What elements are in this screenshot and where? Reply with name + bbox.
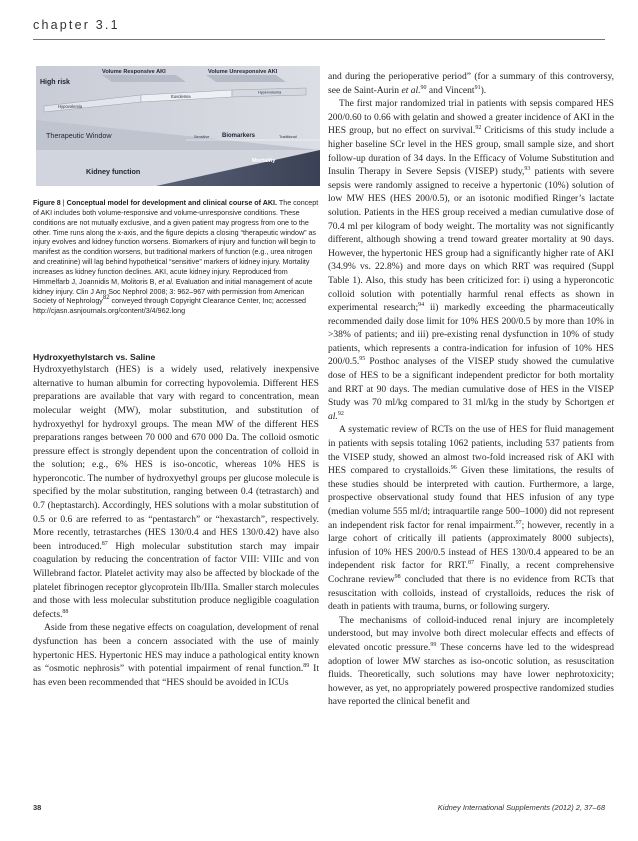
page-number: 38 bbox=[33, 803, 42, 812]
volume-responsive-band bbox=[102, 75, 186, 82]
citation: 90 bbox=[420, 84, 427, 91]
citation: 92 bbox=[337, 410, 344, 417]
citation: 91 bbox=[474, 84, 481, 91]
text: ; however, recently in a large cohort of critically ill patients (approximately 8000 subjects), infusion of 10% HES 200/0.5 instead of HES 130/0.4 appeared to be an independent risk factor for RRT. bbox=[328, 519, 614, 572]
citation: 89 bbox=[303, 663, 310, 670]
caption-sep: | bbox=[60, 199, 67, 207]
text: These concerns have led to the widespread adoption of lower MW starches as iso-oncotic solution, as resuscitation fluids. Theoretically, such solutions may have lower nephrotoxicity; however, as yet, no appropriately powered prospective randomized studies have reported the clinical benefit and bbox=[328, 641, 614, 708]
citation: 96 bbox=[450, 465, 457, 472]
text: High molecular substitution starch may impair coagulation by reducing the concentration of factor VIII: VIIIc and von Willebrand factor. Platelet activity may also be affected by blockade of the platelet fibrinogen receptor glycoprotein IIb/IIIa. Smaller starch molecules and those with less molecular substitution produce negligible coagulation defects. bbox=[33, 540, 320, 620]
citation: 97 bbox=[515, 519, 522, 526]
citation: 88 bbox=[62, 608, 69, 615]
journal-citation: Kidney International Supplements (2012) 2, 37–68 bbox=[437, 803, 605, 812]
caption-text: The concept of AKI includes both volume-responsive and volume-unresponsive conditions. These conditions are not mutually exclusive, and a given patient may progress from one to the other. Time runs along the x-axis, and the figure depicts a closing “therapeutic window” as injury evolves and kidney function worsens. Biomarkers of injury and function will begin to manifest as the condition worsens, but traditional markers of function (e.g., urea nitrogen and creatinine) will lag behind hypothetical “sensitive” markers of kidney injury. Mortality increases as kidney function declines. AKI, acute kidney injury. Reproduced from Himmelfarb J, Joannidis M, Molitoris B, bbox=[33, 199, 319, 286]
left-paragraph-2 bbox=[33, 621, 319, 689]
citation: 87 bbox=[467, 560, 474, 567]
caption-etal: et al. bbox=[158, 277, 174, 286]
text: Given these limitations, the results of these studies should be interpreted with caution. Furthermore, a large, prospective observational study found that HES infusion of any type (median volume 555 ml/d; intraquartile range 500–1000) did not represent an independent risk factor for renal impairment. bbox=[328, 465, 614, 531]
label-traditional: Traditional bbox=[279, 135, 297, 139]
label-mortality: Mortality bbox=[252, 158, 276, 164]
citation: 99 bbox=[430, 641, 437, 648]
text: Posthoc analyses of the VISEP study showed the cumulative dose of HES to be a significant independent predictor for both mortality and RRT at 90 days. The median cumulative dose of HES in the VISEP Study was 70 ml/kg compared to 31 ml/kg in the study by Schortgen bbox=[328, 356, 614, 409]
text: ). bbox=[480, 84, 487, 96]
label-volume-unresponsive: Volume Unresponsive AKI bbox=[208, 69, 278, 75]
label-kidney-function: Kidney function bbox=[86, 167, 141, 176]
right-column bbox=[328, 70, 614, 709]
text: ii) markedly exceeding the pharmaceutically recommended daily dose limit for 10% HES 200/0.5 by more than 10% in >38% of patients; and iii) pre-existing renal dysfunction in 10% of study patients, which represents a contra-indication for infusion of 10% HES 200/0.5. bbox=[328, 302, 615, 368]
label-therapeutic-window: Therapeutic Window bbox=[46, 131, 112, 140]
left-paragraph-1 bbox=[33, 363, 319, 621]
text: and Vincent bbox=[426, 84, 475, 96]
figure-caption bbox=[33, 199, 319, 317]
figure-8 bbox=[36, 66, 320, 186]
citation: 95 bbox=[359, 356, 366, 363]
label-hypervolemia: Hypervolemia bbox=[258, 90, 282, 95]
citation: 98 bbox=[394, 573, 401, 580]
text: patients with severe sepsis were randomly assigned to receive a hypertonic (10%) solution of low MW HES (HES 200/0.5), or an isotonic modified Ringer’s lactate solution. Patients in the HES group received a median cumulative dose of 70.4 ml per kilogram of body weight. The mortality was not significantly different, although showing a trend toward greater mortality at 90 days. However, the hypertonic HES group had a significantly higher rate of AKI (34.9% vs. 22.8%) and more days on which RRT was required (Suppl Table 1). Also, this study has been criticized for: i) using a hyperoncotic colloid solution with potentially harmful renal effects as shown in experimental research; bbox=[328, 166, 614, 314]
label-sensitive: Sensitive bbox=[194, 135, 210, 139]
text: The mechanisms of colloid-induced renal injury are incompletely understood, but may involve both direct molecular effects and effects of elevated oncotic pressure. bbox=[328, 614, 614, 653]
caption-title: Conceptual model for development and clinical course of AKI. bbox=[66, 199, 278, 207]
text: Hydroxyethylstarch (HES) is a widely used, relatively inexpensive alternative to human albumin for correcting hypovolemia. Different HES preparations are available that vary with regard to concentration, mean molecular weight (MW), molar substitution, and substitution of hydroxyethyl for hydroxyl groups. The mean MW of the different HES preparations ranges between 70 000 and 670 000 Da. The colloid osmotic pressure effect is strongly dependent upon the concentration of colloid in the solution; e.g., 6% HES is iso-oncotic, whereas 10% HES is hyperoncotic. The number of hydroxyethyl groups per glucose molecule is specified by the molar substitution, ranging between 0.4 (tetrastarch) and 0.7 (heptastarch). Accordingly, HES solutions with a molar substitution of 0.5 or 0.6 are referred to as “pentastarch” or “hexastarch”, respectively. More recently, tetrastarches (HES 130/0.4 and HES 130/0.42) have also been introduced. bbox=[33, 364, 319, 552]
etal: et al. bbox=[401, 84, 421, 96]
text: Criticisms of this study include a higher baseline SCr level in the HES group, small sample size, and short follow-up duration of 34 days. In the Efficacy of Volume Substitution and Insulin Therapy in Severe Sepsis (VISEP) study, bbox=[328, 125, 614, 178]
text: A systematic review of RCTs on the use of HES for fluid management in patients with sepsis totaling 1062 patients, including 537 patients from the VISEP study, showed an almost two-fold increased risk of AKI with HES compared to crystalloids. bbox=[328, 424, 614, 477]
right-paragraph-3 bbox=[328, 423, 614, 613]
citation: 93 bbox=[524, 166, 531, 173]
label-high-risk: High risk bbox=[40, 79, 70, 86]
header-rule bbox=[33, 39, 605, 40]
right-paragraph-4 bbox=[328, 614, 614, 709]
text: The first major randomized trial in patients with sepsis compared HES 200/0.60 to 0.66 with gelatin and showed a greater incidence of AKI in the HES group, but no effect on survival. bbox=[328, 98, 614, 137]
caption-label: Figure 8 bbox=[33, 199, 61, 207]
caption-text-3: conveyed through Copyright Clearance Center, Inc; accessed http://cjasn.asnjournals.org/content/3/4/962.long bbox=[33, 297, 307, 316]
left-column bbox=[33, 66, 319, 689]
citation: 92 bbox=[475, 125, 482, 132]
aki-conceptual-diagram bbox=[36, 66, 320, 186]
label-volume-responsive: Volume Responsive AKI bbox=[102, 69, 166, 75]
etal: et al. bbox=[328, 397, 614, 422]
caption-text-2: Evaluation and initial management of acute kidney injury. Clin J Am Soc Nephrol 2008; 3: 962–967 with permission from American Society of Nephrology bbox=[33, 277, 313, 306]
right-paragraph-2 bbox=[328, 97, 614, 423]
text: Aside from these negative effects on coagulation, development of renal dysfunction has been a concern associated with the use of mainly hypertonic HES. Hypertonic HES may induce a pathological entity known as “osmotic nephrosis” with potential impairment of renal function. bbox=[33, 622, 319, 675]
label-biomarkers: Biomarkers bbox=[222, 133, 256, 139]
citation: 87 bbox=[101, 540, 108, 547]
text: and during the perioperative period” (for a summary of this controversy, see de Saint-Aurin bbox=[328, 71, 614, 96]
right-paragraph-1 bbox=[328, 70, 614, 97]
chapter-header: chapter 3.1 bbox=[33, 18, 120, 32]
section-heading: Hydroxyethylstarch vs. Saline bbox=[33, 352, 156, 363]
text: Finally, a recent comprehensive Cochrane review bbox=[328, 560, 614, 585]
label-euvolemia: Euvolemia bbox=[171, 94, 191, 99]
text: concluded that there is no evidence from RCTs that resuscitation with colloids, instead of crystalloids, reduces the risk of death in patients with trauma, burns, or following surgery. bbox=[328, 573, 614, 613]
citation: 94 bbox=[418, 302, 425, 309]
volume-unresponsive-band bbox=[206, 75, 286, 82]
label-hypovolemia: Hypovolemia bbox=[58, 104, 83, 109]
caption-ref: 82 bbox=[102, 295, 110, 302]
text: It has even been recommended that “HES should be avoided in ICUs bbox=[33, 663, 320, 688]
